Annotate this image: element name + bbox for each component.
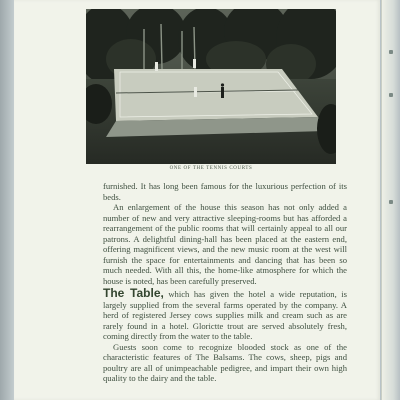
paragraph-2: An enlargement of the house this season has not only added a number of new and very attractive sleeping-rooms but has afforded a rearrangement of the public rooms that will certainly appeal to all our patrons. A delightful dining-hall has been placed at the eastern end, offering magnificent views, and the new music room at the west will furnish the space for entertainments and dancing that has been so much needed. With all this, the home-like atmosphere for which the house is noted, has been carefully preserved. [103, 202, 347, 286]
photo-caption: ONE OF THE TENNIS COURTS [169, 166, 253, 171]
page-tab-mark [389, 200, 393, 204]
paragraph-lead-heading: The Table, [103, 286, 164, 300]
paragraph-the-table [103, 288, 347, 342]
page-tab-mark [389, 93, 393, 97]
book-page [14, 0, 380, 400]
body-text [103, 181, 347, 384]
page-edge-left [0, 0, 14, 400]
page-tab-mark [389, 50, 393, 54]
paragraph-3-text: which has given the hotel a wide reputation, is largely supplied from the several farms operated by the company. A herd of registered Jersey cows supplies milk and cream such as are rarely found in a hotel. Glorictte trout are served absolutely fresh, coming directly from the water to the table. [103, 289, 347, 341]
tennis-court-photo [86, 9, 336, 164]
paragraph-4: Guests soon come to recognize blooded stock as one of the characteristic features of The Balsams. The cows, sheep, pigs and poultry are all of unimpeachable pedigree, and impart their own high quality to the dairy and the table. [103, 341, 347, 383]
paragraph-1: furnished. It has long been famous for the luxurious perfection of its beds. [103, 181, 347, 202]
